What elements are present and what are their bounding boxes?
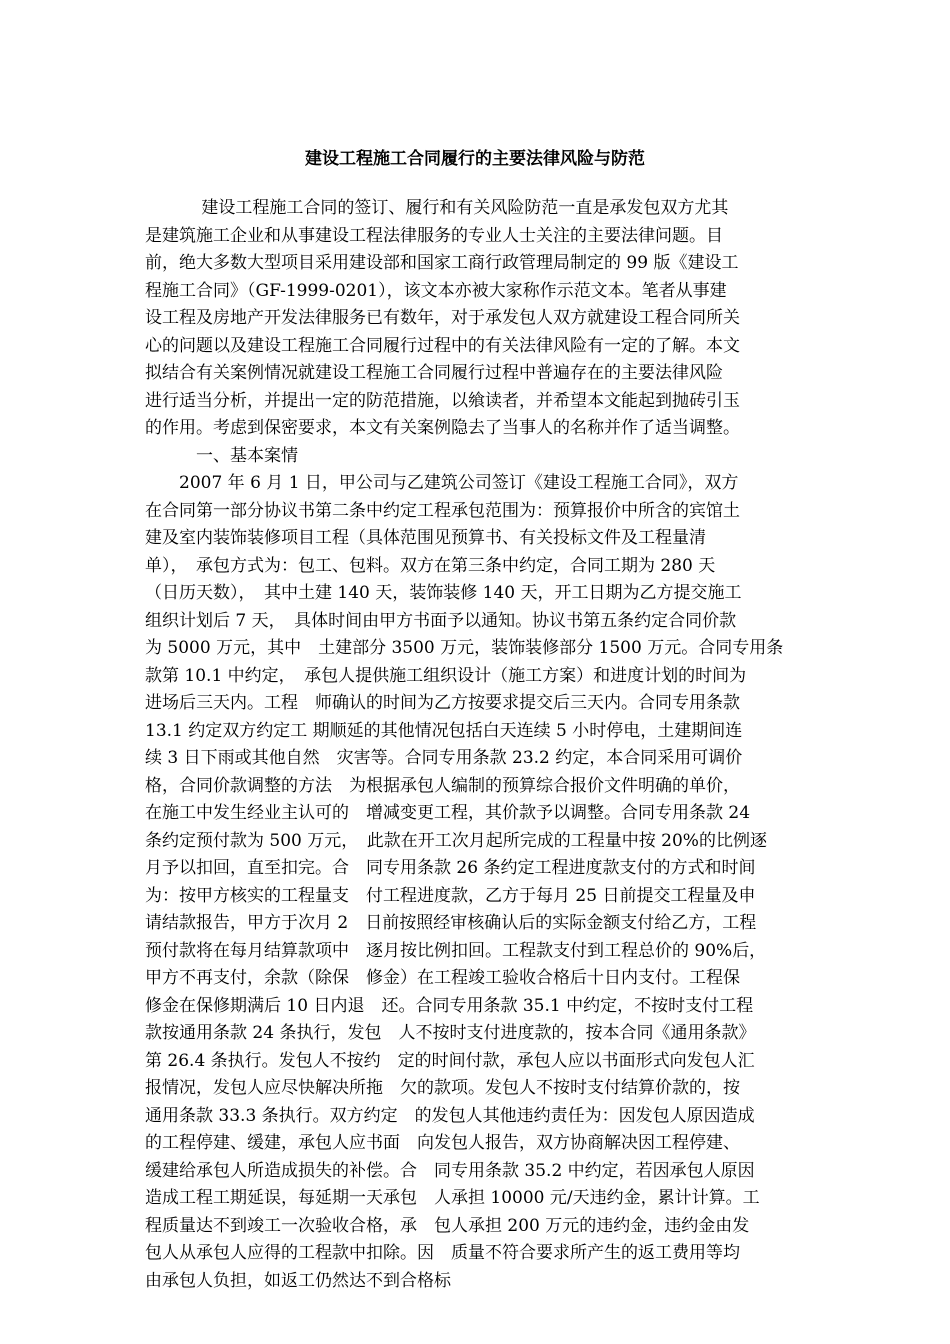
- body-line: 通用条款 33.3 条执行。双方约定 的发包人其他违约责任为：因发包人原因造成: [145, 1105, 755, 1126]
- body-line: 是建筑施工企业和从事建设工程法律服务的专业人士关注的主要法律问题。目: [145, 225, 723, 246]
- body-line: 心的问题以及建设工程施工合同履行过程中的有关法律风险有一定的了解。本文: [145, 335, 740, 356]
- body-line: 13.1 约定双方约定工 期顺延的其他情况包括白天连续 5 小时停电，土建期间连: [145, 720, 743, 741]
- body-line: 报情况，发包人应尽快解决所拖 欠的款项。发包人不按时支付结算价款的，按: [145, 1078, 740, 1098]
- body-line: 进场后三天内。工程 师确认的时间为乙方按要求提交后三天内。合同专用条款: [145, 693, 740, 713]
- body-line: 格，合同价款调整的方法 为根据承包人编制的预算综合报价文件明确的单价，: [145, 775, 740, 796]
- body-line: 预付款将在每月结算款项中 逐月按比例扣回。工程款支付到工程总价的 90%后，: [145, 940, 767, 961]
- body-line: 在合同第一部分协议书第二条中约定工程承包范围为：预算报价中所含的宾馆土: [145, 500, 740, 521]
- body-line: 款第 10.1 中约定， 承包人提供施工组织设计（施工方案）和进度计划的时间为: [145, 665, 747, 686]
- body-line: 月予以扣回，直至扣完。合 同专用条款 26 条约定工程进度款支付的方式和时间: [145, 858, 756, 878]
- body-line: 第 26.4 条执行。发包人不按约 定的时间付款，承包人应以书面形式向发包人汇: [145, 1050, 755, 1071]
- body-line: 单）， 承包方式为：包工、包料。双方在第三条中约定，合同工期为 280 天: [145, 555, 716, 576]
- body-line: 前，绝大多数大型项目采用建设部和国家工商行政管理局制定的 99 版《建设工: [145, 253, 739, 273]
- body-line: 为 5000 万元，其中 土建部分 3500 万元，装饰装修部分 1500 万元。合同专用条: [145, 638, 784, 658]
- body-line: 拟结合有关案例情况就建设工程施工合同履行过程中普遍存在的主要法律风险: [145, 363, 723, 383]
- body-line: 条约定预付款为 500 万元， 此款在开工次月起所完成的工程量中按 20%的比例逐: [145, 830, 767, 851]
- body-line: （日历天数）， 其中土建 140 天，装饰装修 140 天，开工日期为乙方提交施工: [145, 583, 742, 603]
- body-line: 的工程停建、缓建，承包人应书面 向发包人报告，双方协商解决因工程停建、: [145, 1133, 740, 1153]
- body-line: 程质量达不到竣工一次验收合格，承 包人承担 200 万元的违约金，违约金由发: [145, 1215, 750, 1236]
- body-line: 由承包人负担，如返工仍然达不到合格标: [145, 1270, 451, 1291]
- document-title: 建设工程施工合同履行的主要法律风险与防范: [305, 149, 645, 169]
- body-line: 进行适当分析，并提出一定的防范措施，以飨读者，并希望本文能起到抛砖引玉: [145, 390, 740, 411]
- body-line: 2007 年 6 月 1 日，甲公司与乙建筑公司签订《建设工程施工合同》，双方: [145, 473, 739, 493]
- body-line: 款按通用条款 24 条执行，发包 人不按时支付进度款的，按本合同《通用条款》: [145, 1023, 756, 1043]
- body-line: 缓建给承包人所造成损失的补偿。合 同专用条款 35.2 中约定，若因承包人原因: [145, 1160, 755, 1181]
- body-line: 甲方不再支付，余款（除保 修金）在工程竣工验收合格后十日内支付。工程保: [145, 968, 740, 988]
- body-line: 一、基本案情: [145, 445, 298, 466]
- body-line: 程施工合同》（GF-1999-0201），该文本亦被大家称作示范文本。笔者从事建: [145, 280, 727, 301]
- body-line: 组织计划后 7 天， 具体时间由甲方书面予以通知。协议书第五条约定合同价款: [145, 610, 737, 631]
- body-line: 在施工中发生经业主认可的 增减变更工程，其价款予以调整。合同专用条款 24: [145, 803, 751, 823]
- body-line: 的作用。考虑到保密要求，本文有关案例隐去了当事人的名称并作了适当调整。: [145, 418, 740, 438]
- body-line: 设工程及房地产开发法律服务已有数年，对于承发包人双方就建设工程合同所关: [145, 308, 740, 328]
- body-line: 续 3 日下雨或其他自然 灾害等。合同专用条款 23.2 约定，本合同采用可调价: [145, 748, 743, 768]
- body-line: 造成工程工期延误，每延期一天承包 人承担 10000 元/天违约金，累计计算。工: [145, 1188, 760, 1208]
- body-line: 为：按甲方核实的工程量支 付工程进度款，乙方于每月 25 日前提交工程量及申: [145, 885, 756, 906]
- body-line: 建设工程施工合同的签订、履行和有关风险防范一直是承发包双方尤其: [145, 198, 729, 218]
- body-line: 请结款报告，甲方于次月 2 日前按照经审核确认后的实际金额支付给乙方，工程: [145, 913, 757, 933]
- body-line: 修金在保修期满后 10 日内退 还。合同专用条款 35.1 中约定，不按时支付工程: [145, 995, 754, 1016]
- body-line: 包人从承包人应得的工程款中扣除。因 质量不符合要求所产生的返工费用等均: [145, 1243, 740, 1263]
- document-body: [145, 195, 817, 1295]
- body-line: 建及室内装饰装修项目工程（具体范围见预算书、有关投标文件及工程量清: [145, 528, 706, 548]
